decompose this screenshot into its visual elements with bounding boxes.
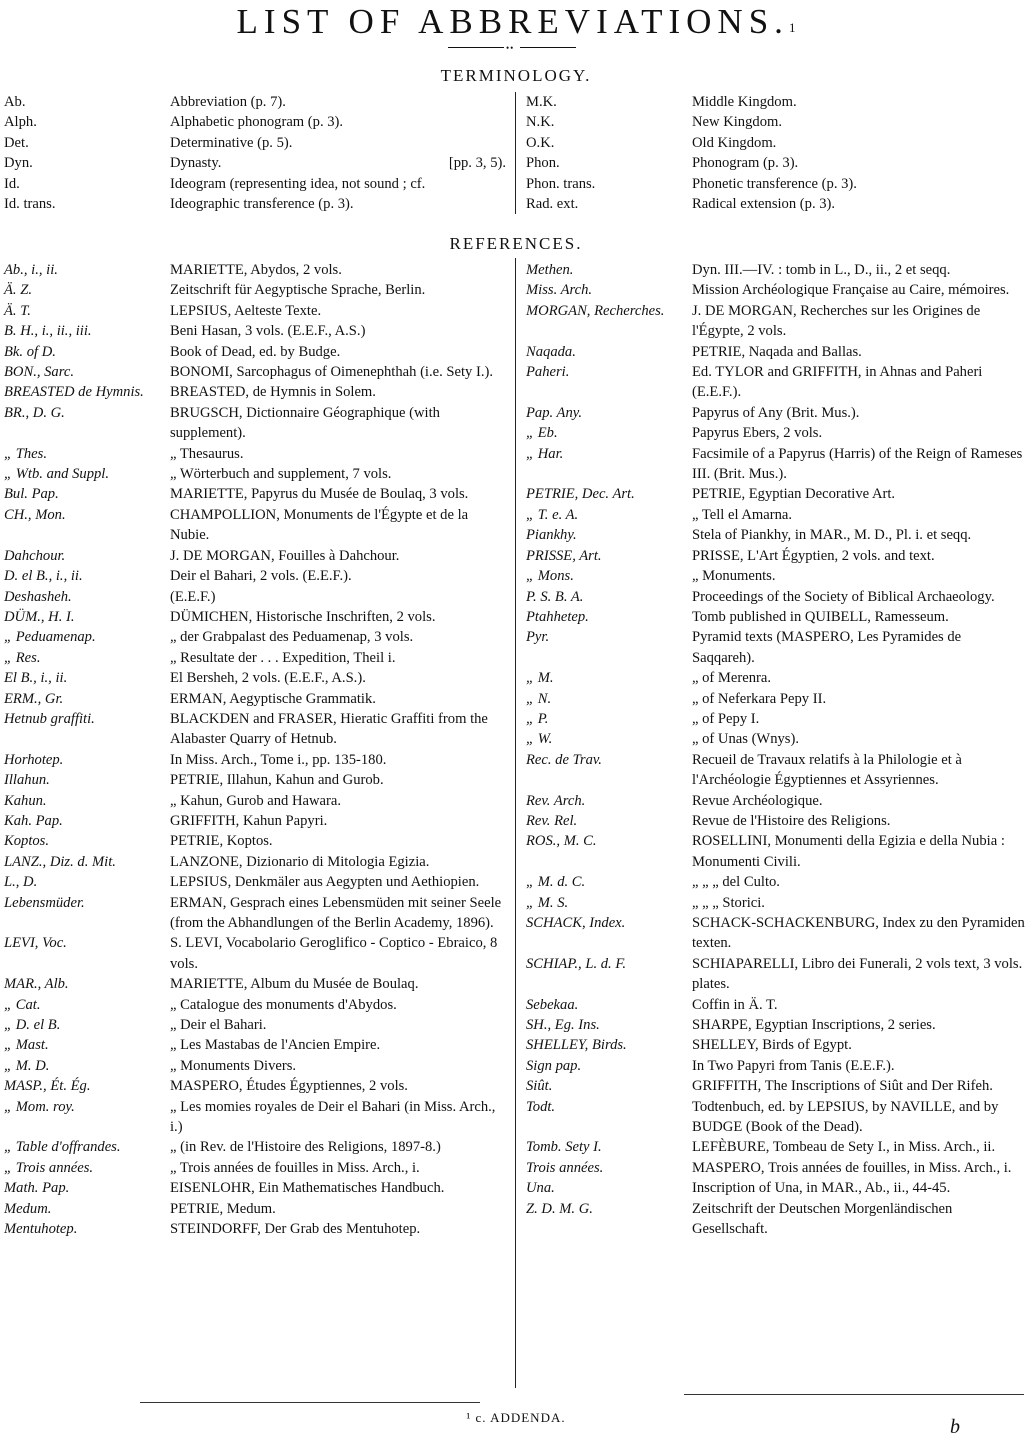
abbreviation-meaning: „ Kahun, Gurob and Hawara. — [170, 792, 342, 809]
reference-entry — [4, 831, 510, 851]
reference-entry — [526, 627, 1026, 668]
abbreviation: „ Mons. — [526, 568, 574, 585]
abbreviation: El B., i., ii. — [4, 670, 68, 687]
abbreviation: LEVI, Voc. — [4, 935, 67, 952]
abbreviation-meaning: Stela of Piankhy, in MAR., M. D., Pl. i. et seqq. — [692, 527, 972, 544]
abbreviation-meaning: „ of Unas (Wnys). — [692, 731, 799, 748]
abbreviation-meaning: Facsimile of a Papyrus (Harris) of the Reign of Rameses III. (Brit. Mus.). — [692, 445, 1023, 483]
reference-entry — [4, 770, 510, 790]
terminology-entry — [526, 174, 1026, 194]
abbreviation-meaning: GRIFFITH, The Inscriptions of Siût and Der Rifeh. — [692, 1078, 993, 1095]
abbreviation: MORGAN, Recherches. — [526, 302, 665, 319]
terminology-entry — [526, 133, 1026, 153]
abbreviation: Una. — [526, 1180, 555, 1197]
abbreviation-meaning: SHELLEY, Birds of Egypt. — [692, 1037, 852, 1054]
abbreviation-meaning: „ of Merenra. — [692, 670, 772, 687]
signature-mark: b — [950, 1416, 960, 1438]
reference-entry — [526, 1076, 1026, 1096]
abbreviation-meaning: „ Les Mastabas de l'Ancien Empire. — [170, 1037, 381, 1054]
abbreviation: „ Eb. — [526, 425, 558, 442]
abbreviation: „ Mom. roy. — [4, 1098, 75, 1115]
abbreviation: „ M. d. C. — [526, 874, 586, 891]
reference-entry — [4, 1056, 510, 1076]
abbreviation: SCHACK, Index. — [526, 915, 626, 931]
reference-entry — [526, 525, 1026, 545]
abbreviation-meaning: Old Kingdom. — [692, 134, 777, 151]
reference-entry — [526, 954, 1026, 995]
reference-entry — [4, 933, 510, 974]
abbreviation-meaning: „ der Grabpalast des Peduamenap, 3 vols. — [170, 629, 414, 646]
abbreviation-meaning: Deir el Bahari, 2 vols. (E.E.F.). — [170, 568, 352, 585]
reference-entry — [4, 1035, 510, 1055]
abbreviation: Todt. — [526, 1098, 556, 1115]
abbreviation: BR., D. G. — [4, 404, 65, 421]
reference-entry — [4, 1015, 510, 1035]
reference-entry — [526, 913, 1026, 954]
abbreviation-meaning: Dynasty. — [170, 155, 222, 172]
abbreviation: CH., Mon. — [4, 506, 66, 523]
abbreviation: Naqada. — [526, 343, 576, 360]
abbreviation-meaning: STEINDORFF, Der Grab des Mentuhotep. — [170, 1221, 421, 1238]
abbreviation-meaning: Alphabetic phonogram (p. 3). — [170, 114, 344, 131]
terminology-entry — [4, 174, 506, 194]
reference-entry — [4, 627, 510, 647]
abbreviation: Trois années. — [526, 1159, 604, 1176]
reference-entry — [526, 403, 1026, 423]
abbreviation-meaning: „ Thesaurus. — [170, 445, 244, 462]
reference-entry — [4, 484, 510, 504]
abbreviation: „ T. e. A. — [526, 506, 579, 523]
abbreviation: Illahun. — [4, 772, 50, 789]
abbreviation: Paheri. — [526, 364, 570, 381]
reference-entry — [526, 995, 1026, 1015]
abbreviation-meaning: LEFÈBURE, Tombeau de Sety I., in Miss. Arch., ii. — [692, 1139, 996, 1156]
reference-entry — [4, 1137, 510, 1157]
abbreviation: „ Table d'offrandes. — [4, 1139, 121, 1156]
abbreviation-meaning: New Kingdom. — [692, 114, 782, 131]
reference-entry — [526, 566, 1026, 586]
page-title: LIST OF ABBREVIATIONS.$^1$ — [236, 2, 796, 41]
abbreviation-meaning: Tomb published in QUIBELL, Ramesseum. — [692, 608, 949, 625]
abbreviation-meaning: „ Deir el Bahari. — [170, 1017, 267, 1034]
abbreviation-meaning: Revue Archéologique. — [692, 792, 823, 809]
abbreviation: O.K. — [526, 134, 555, 151]
bottom-rule-right — [684, 1394, 1024, 1395]
abbreviation: Rev. Rel. — [526, 812, 578, 829]
reference-entry — [526, 1137, 1026, 1157]
bottom-rule-left — [140, 1402, 480, 1403]
reference-entry — [526, 689, 1026, 709]
abbreviation-meaning: „ of Neferkara Pepy II. — [692, 690, 827, 707]
footnote: ¹ c. ADDENDA. — [466, 1410, 566, 1425]
reference-entry — [526, 607, 1026, 627]
terminology-entry — [4, 153, 506, 173]
abbreviation-meaning: MARIETTE, Abydos, 2 vols. — [170, 262, 342, 278]
reference-entry — [4, 1076, 510, 1096]
abbreviation: „ Mast. — [4, 1037, 49, 1054]
terminology-right-column — [526, 92, 1026, 214]
reference-entry — [526, 1158, 1026, 1178]
abbreviation: PETRIE, Dec. Art. — [526, 486, 635, 503]
abbreviation-meaning: DÜMICHEN, Historische Inschriften, 2 vols. — [170, 608, 436, 625]
abbreviation-meaning: Phonogram (p. 3). — [692, 155, 799, 172]
reference-entry — [4, 321, 510, 341]
abbreviation-meaning: Revue de l'Histoire des Religions. — [692, 812, 891, 829]
abbreviation-meaning: „ „ „ del Culto. — [692, 874, 780, 891]
abbreviation-meaning: ROSELLINI, Monumenti della Egizia e della Nubia : Monumenti Civili. — [692, 833, 1005, 870]
reference-entry — [4, 709, 510, 750]
abbreviation: „ M. — [526, 670, 554, 687]
reference-entry — [526, 709, 1026, 729]
abbreviation-meaning: Papyrus Ebers, 2 vols. — [692, 425, 823, 442]
abbreviation-meaning: Ideographic transference (p. 3). — [170, 196, 354, 213]
reference-entry — [4, 872, 510, 892]
reference-entry — [4, 566, 510, 586]
abbreviation-meaning: J. DE MORGAN, Fouilles à Dahchour. — [170, 547, 400, 564]
reference-entry — [4, 791, 510, 811]
abbreviation: BON., Sarc. — [4, 364, 74, 381]
reference-entry — [4, 1097, 510, 1138]
abbreviation-meaning: El Bersheh, 2 vols. (E.E.F., A.S.). — [170, 670, 366, 687]
abbreviation: Id. — [4, 175, 20, 192]
abbreviation-meaning: MASPERO, Trois années de fouilles, in Miss. Arch., i. — [692, 1159, 1012, 1176]
reference-entry — [4, 280, 510, 300]
references-divider — [515, 258, 516, 1388]
terminology-entry — [4, 92, 506, 112]
abbreviation: Medum. — [4, 1200, 52, 1217]
abbreviation-meaning: Ed. TYLOR and GRIFFITH, in Ahnas and Paheri (E.E.F.). — [692, 364, 983, 401]
abbreviation-meaning: Mission Archéologique Française au Caire, mémoires. — [692, 282, 1010, 299]
reference-entry — [526, 301, 1026, 342]
abbreviation-meaning: LEPSIUS, Aelteste Texte. — [170, 302, 322, 319]
abbreviation: SH., Eg. Ins. — [526, 1017, 600, 1034]
abbreviation-meaning: Determinative (p. 5). — [170, 134, 293, 151]
abbreviation-meaning: BLACKDEN and FRASER, Hieratic Graffiti from the Alabaster Quarry of Hetnub. — [170, 710, 488, 748]
reference-entry — [526, 1199, 1026, 1240]
reference-entry — [4, 852, 510, 872]
reference-entry — [526, 1015, 1026, 1035]
reference-entry — [526, 750, 1026, 791]
abbreviation-meaning: „ Tell el Amarna. — [692, 506, 793, 523]
reference-entry — [4, 995, 510, 1015]
abbreviation: Piankhy. — [526, 527, 577, 544]
reference-entry — [4, 607, 510, 627]
reference-entry — [4, 342, 510, 362]
abbreviation: Kahun. — [4, 792, 47, 809]
reference-entry — [526, 831, 1026, 872]
abbreviation-meaning: GRIFFITH, Kahun Papyri. — [170, 812, 328, 829]
abbreviation: „ Har. — [526, 445, 564, 462]
abbreviation-meaning: „ Monuments Divers. — [170, 1057, 297, 1074]
abbreviation-meaning: „ Monuments. — [692, 568, 776, 585]
abbreviation-meaning: EISENLOHR, Ein Mathematisches Handbuch. — [170, 1180, 445, 1197]
abbreviation-meaning: In Miss. Arch., Tome i., pp. 135-180. — [170, 751, 387, 768]
abbreviation-meaning: Papyrus of Any (Brit. Mus.). — [692, 404, 860, 421]
abbreviation: PRISSE, Art. — [526, 547, 602, 564]
abbreviation: Kah. Pap. — [4, 812, 63, 829]
abbreviation-meaning: Coffin in Ä. T. — [692, 996, 778, 1013]
reference-entry — [4, 546, 510, 566]
abbreviation-meaning: Pyramid texts (MASPERO, Les Pyramides de Saqqareh). — [692, 629, 962, 666]
reference-entry — [4, 260, 510, 280]
abbreviation: Lebensmüder. — [4, 894, 85, 911]
reference-entry — [526, 872, 1026, 892]
abbreviation: M.K. — [526, 94, 557, 110]
abbreviation: Koptos. — [4, 833, 50, 850]
abbreviation-meaning: „ of Pepy I. — [692, 710, 760, 727]
reference-entry — [4, 1199, 510, 1219]
abbreviation-meaning: Recueil de Travaux relatifs à la Philologie et à l'Archéologie Égyptiennes et Assyriennes. — [692, 751, 962, 789]
reference-entry — [526, 1035, 1026, 1055]
reference-entry — [526, 811, 1026, 831]
abbreviation-meaning: BRUGSCH, Dictionnaire Géographique (with supplement). — [170, 404, 440, 442]
abbreviation-meaning: Dyn. III.—IV. : tomb in L., D., ii., 2 et seqq. — [692, 262, 951, 278]
title-footnote-mark: 1 — [788, 20, 796, 35]
abbreviation: „ M. D. — [4, 1057, 50, 1074]
reference-entry — [4, 301, 510, 321]
abbreviation-meaning: PETRIE, Koptos. — [170, 833, 273, 850]
abbreviation: D. el B., i., ii. — [4, 568, 83, 585]
abbreviation: BREASTED de Hymnis. — [4, 384, 144, 401]
reference-entry — [4, 464, 510, 484]
abbreviation-meaning: Proceedings of the Society of Biblical Archaeology. — [692, 588, 995, 605]
abbreviation: Rev. Arch. — [526, 792, 586, 809]
abbreviation: Phon. — [526, 155, 560, 172]
abbreviation-meaning: Zeitschrift der Deutschen Morgenländischen Gesellschaft. — [692, 1200, 953, 1238]
reference-entry — [526, 893, 1026, 913]
abbreviation-meaning: CHAMPOLLION, Monuments de l'Égypte et de la Nubie. — [170, 506, 469, 544]
abbreviation: Rec. de Trav. — [526, 751, 602, 768]
terminology-entry — [4, 194, 506, 214]
abbreviation-meaning: MASPERO, Études Égyptiennes, 2 vols. — [170, 1078, 408, 1095]
abbreviation: Phon. trans. — [526, 175, 596, 192]
abbreviation: „ Thes. — [4, 445, 47, 462]
reference-entry — [526, 423, 1026, 443]
abbreviation: „ Peduamenap. — [4, 629, 96, 646]
abbreviation-meaning: BREASTED, de Hymnis in Solem. — [170, 384, 376, 401]
terminology-entry — [4, 112, 506, 132]
reference-entry — [4, 668, 510, 688]
abbreviation-meaning: PETRIE, Naqada and Ballas. — [692, 343, 862, 360]
abbreviation: P. S. B. A. — [526, 588, 584, 605]
abbreviation-meaning: Beni Hasan, 3 vols. (E.E.F., A.S.) — [170, 323, 366, 340]
abbreviation: Miss. Arch. — [526, 282, 593, 299]
abbreviation: „ Res. — [4, 649, 41, 666]
abbreviation: Sign pap. — [526, 1057, 582, 1074]
abbreviation-meaning: Middle Kingdom. — [692, 94, 797, 110]
abbreviation-meaning: Book of Dead, ed. by Budge. — [170, 343, 341, 360]
abbreviation-meaning: J. DE MORGAN, Recherches sur les Origines de l'Égypte, 2 vols. — [692, 302, 981, 340]
abbreviation-meaning: PETRIE, Illahun, Kahun and Gurob. — [170, 772, 384, 789]
abbreviation-meaning: MARIETTE, Papyrus du Musée de Boulaq, 3 vols. — [170, 486, 469, 503]
abbreviation-meaning: SCHIAPARELLI, Libro dei Funerali, 2 vols text, 3 vols. plates. — [692, 955, 1023, 993]
abbreviation: Ab. — [4, 94, 26, 110]
abbreviation: „ P. — [526, 710, 549, 727]
abbreviation: Sebekaa. — [526, 996, 579, 1013]
abbreviation-meaning: Inscription of Una, in MAR., Ab., ii., 44-45. — [692, 1180, 951, 1197]
references-heading: REFERENCES. — [449, 234, 583, 253]
abbreviation: B. H., i., ii., iii. — [4, 323, 92, 340]
abbreviation-meaning: S. LEVI, Vocabolario Geroglifico - Coptico - Ebraico, 8 vols. — [170, 935, 498, 972]
reference-entry — [526, 444, 1026, 485]
abbreviation: SHELLEY, Birds. — [526, 1037, 627, 1054]
abbreviation: MASP., Ét. Ég. — [4, 1078, 91, 1095]
abbreviation-meaning: LANZONE, Dizionario di Mitologia Egizia. — [170, 853, 430, 870]
abbreviation-meaning: BONOMI, Sarcophagus of Oimenephthah (i.e. Sety I.). — [170, 364, 494, 381]
terminology-divider — [515, 92, 516, 214]
abbreviation-meaning: ERMAN, Gesprach eines Lebensmüden mit seiner Seele (from the Abhandlungen of the Berlin Academy, 1896). — [170, 894, 502, 931]
reference-entry — [4, 1158, 510, 1178]
abbreviation: Rad. ext. — [526, 196, 579, 213]
title-ornament-rule — [448, 44, 576, 52]
dynasty-pages-note: [pp. 3, 5). — [448, 155, 506, 172]
reference-entry — [526, 362, 1026, 403]
abbreviation: Ä. Z. — [4, 282, 32, 299]
reference-entry — [526, 729, 1026, 749]
abbreviation-meaning: Phonetic transference (p. 3). — [692, 175, 857, 192]
reference-entry — [4, 403, 510, 444]
abbreviation: LANZ., Diz. d. Mit. — [4, 853, 116, 870]
reference-entry — [526, 1178, 1026, 1198]
abbreviation: Ptahhetep. — [526, 608, 589, 625]
reference-entry — [4, 444, 510, 464]
abbreviation: Horhotep. — [4, 751, 64, 768]
abbreviation: ERM., Gr. — [4, 690, 64, 707]
abbreviation: Dahchour. — [4, 547, 66, 564]
reference-entry — [526, 260, 1026, 280]
abbreviation-meaning: LEPSIUS, Denkmäler aus Aegypten und Aethiopien. — [170, 874, 480, 891]
abbreviation: Pyr. — [526, 629, 550, 646]
abbreviation: N.K. — [526, 114, 555, 131]
terminology-entry — [526, 112, 1026, 132]
abbreviation: Dyn. — [4, 155, 33, 172]
abbreviation-meaning: „ (in Rev. de l'Histoire des Religions, 1897-8.) — [170, 1139, 441, 1156]
abbreviation-meaning: PETRIE, Egyptian Decorative Art. — [692, 486, 896, 503]
abbreviation-meaning: Ideogram (representing idea, not sound ; cf. — [170, 175, 426, 192]
terminology-heading: TERMINOLOGY. — [440, 66, 592, 85]
abbreviation-meaning: Zeitschrift für Aegyptische Sprache, Berlin. — [170, 282, 426, 299]
abbreviation: MAR., Alb. — [4, 976, 69, 993]
abbreviation: Hetnub graffiti. — [4, 710, 95, 727]
reference-entry — [526, 505, 1026, 525]
abbreviation: L., D. — [4, 874, 38, 891]
abbreviation-meaning: Todtenbuch, ed. by LEPSIUS, by NAVILLE, and by BUDGE (Book of the Dead). — [692, 1098, 999, 1136]
abbreviation-meaning: Abbreviation (p. 7). — [170, 94, 286, 110]
abbreviation-meaning: In Two Papyri from Tanis (E.E.F.). — [692, 1057, 895, 1074]
abbreviation: SCHIAP., L. d. F. — [526, 955, 627, 972]
abbreviation: Tomb. Sety I. — [526, 1139, 602, 1156]
reference-entry — [526, 791, 1026, 811]
abbreviation: Deshasheh. — [4, 588, 72, 605]
abbreviation: Bk. of D. — [4, 343, 56, 360]
reference-entry — [526, 1097, 1026, 1138]
reference-entry — [4, 648, 510, 668]
terminology-entry — [526, 92, 1026, 112]
reference-entry — [4, 362, 510, 382]
reference-entry — [4, 893, 510, 934]
reference-entry — [4, 1178, 510, 1198]
abbreviation-meaning: ERMAN, Aegyptische Grammatik. — [170, 690, 376, 707]
abbreviation-meaning: SHARPE, Egyptian Inscriptions, 2 series. — [692, 1017, 936, 1034]
reference-entry — [4, 811, 510, 831]
abbreviation: Ä. T. — [4, 302, 31, 319]
reference-entry — [4, 1219, 510, 1239]
abbreviation-meaning: SCHACK-SCHACKENBURG, Index zu den Pyramiden texten. — [692, 915, 1025, 952]
abbreviation-meaning: „ Trois années de fouilles in Miss. Arch., i. — [170, 1159, 420, 1176]
abbreviation-meaning: „ Les momies royales de Deir el Bahari (in Miss. Arch., i.) — [170, 1098, 496, 1136]
reference-entry — [526, 1056, 1026, 1076]
abbreviation: „ Trois années. — [4, 1159, 94, 1176]
reference-entry — [4, 587, 510, 607]
abbreviation: „ Cat. — [4, 996, 41, 1013]
terminology-left-column — [4, 92, 506, 214]
abbreviation: „ M. S. — [526, 894, 569, 911]
terminology-entry — [526, 194, 1026, 214]
reference-entry — [4, 974, 510, 994]
abbreviation-meaning: MARIETTE, Album du Musée de Boulaq. — [170, 976, 419, 993]
abbreviation-meaning: PRISSE, L'Art Égyptien, 2 vols. and text. — [692, 547, 935, 564]
reference-entry — [4, 750, 510, 770]
abbreviation-meaning: Radical extension (p. 3). — [692, 196, 836, 213]
reference-entry — [526, 546, 1026, 566]
reference-entry — [526, 342, 1026, 362]
abbreviation: Z. D. M. G. — [526, 1200, 593, 1217]
abbreviation-meaning: PETRIE, Medum. — [170, 1200, 276, 1217]
reference-entry — [526, 280, 1026, 300]
reference-entry — [526, 587, 1026, 607]
terminology-entry — [526, 153, 1026, 173]
abbreviation: Alph. — [4, 114, 37, 131]
abbreviation: Mentuhotep. — [4, 1221, 78, 1238]
abbreviation-meaning: (E.E.F.) — [170, 588, 216, 605]
title-ornament-dots: •• — [506, 43, 515, 53]
abbreviation: „ W. — [526, 731, 553, 748]
abbreviation: „ N. — [526, 690, 552, 707]
abbreviation: Id. trans. — [4, 196, 56, 213]
reference-entry — [4, 689, 510, 709]
abbreviation: Ab., i., ii. — [4, 262, 58, 278]
abbreviation-meaning: „ Catalogue des monuments d'Abydos. — [170, 996, 397, 1013]
abbreviation: Pap. Any. — [526, 404, 583, 421]
references-right-column — [526, 260, 1026, 1240]
reference-entry — [4, 505, 510, 546]
abbreviation: Bul. Pap. — [4, 486, 59, 503]
abbreviation: Det. — [4, 134, 29, 151]
abbreviation-meaning: „ Wörterbuch and supplement, 7 vols. — [170, 466, 392, 483]
abbreviation: Siût. — [526, 1078, 553, 1095]
reference-entry — [526, 484, 1026, 504]
abbreviation-meaning: „ „ „ Storici. — [692, 894, 765, 911]
reference-entry — [4, 382, 510, 402]
abbreviation-meaning: „ Resultate der . . . Expedition, Theil i. — [170, 649, 396, 666]
reference-entry — [526, 668, 1026, 688]
abbreviation: „ Wtb. and Suppl. — [4, 466, 109, 483]
abbreviation: Methen. — [526, 262, 574, 278]
abbreviation: ROS., M. C. — [526, 833, 597, 850]
terminology-entry — [4, 133, 506, 153]
abbreviation: DÜM., H. I. — [4, 608, 75, 625]
abbreviation: Math. Pap. — [4, 1180, 70, 1197]
references-left-column — [4, 260, 510, 1240]
abbreviation: „ D. el B. — [4, 1017, 61, 1034]
